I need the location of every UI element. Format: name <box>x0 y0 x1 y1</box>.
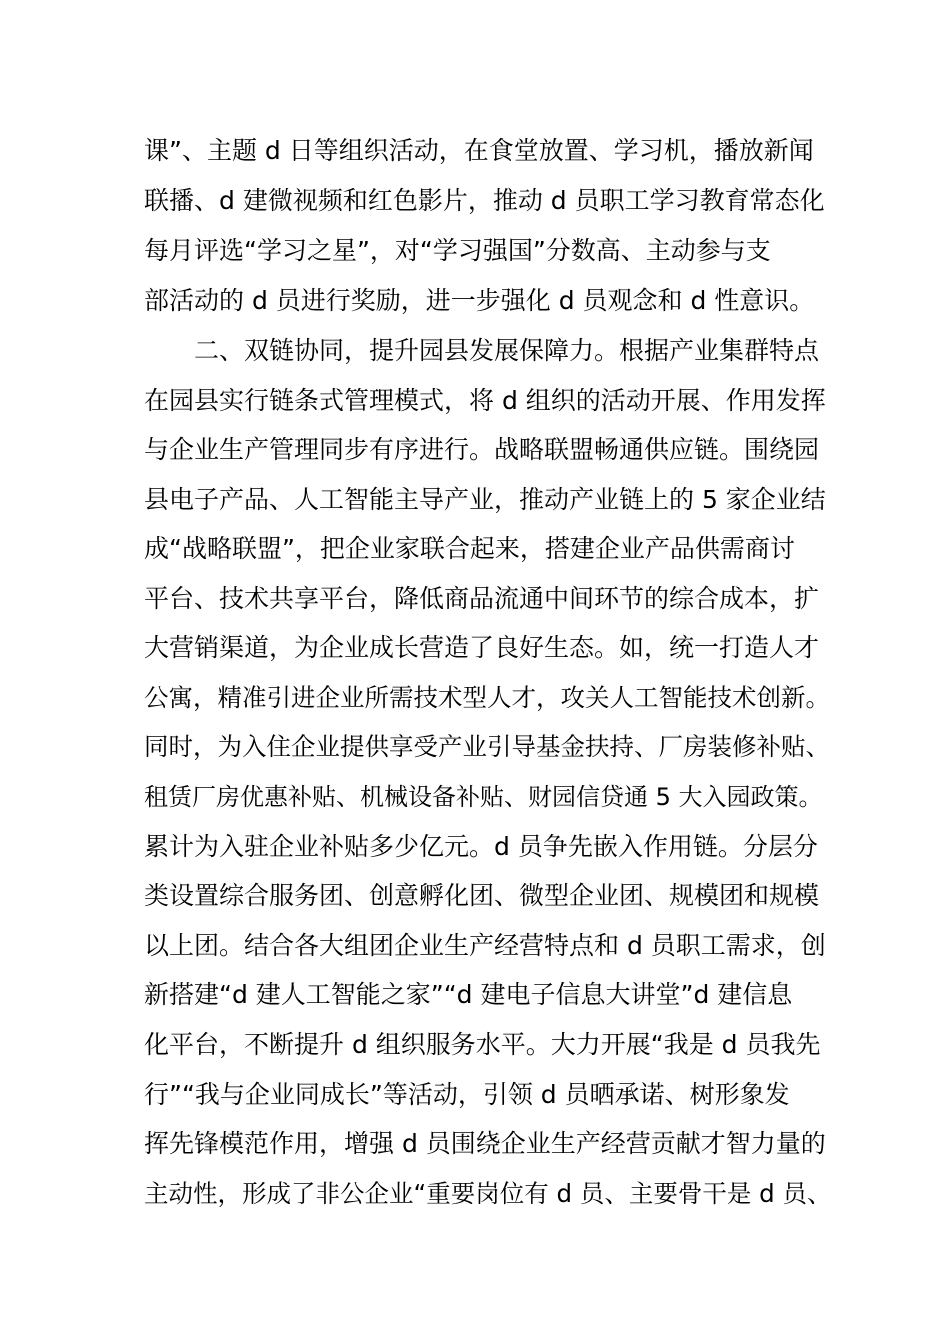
text-line: 大营销渠道，为企业成长营造了良好生态。如，统一打造人才 <box>144 633 820 662</box>
text-line: 化平台，不断提升 d 组织服务水平。大力开展“我是 d 员我先 <box>144 1030 821 1059</box>
text-line: 成“战略联盟”，把企业家联合起来，搭建企业产品供需商讨 <box>144 534 795 563</box>
section-heading-line: 二、双链协同，提升园县发展保障力。根据产业集群特点 <box>144 336 820 365</box>
text-line: 挥先锋模范作用，增强 d 员围绕企业生产经营贡献才智力量的 <box>144 1129 826 1158</box>
text-line: 平台、技术共享平台，降低商品流通中间环节的综合成本，扩 <box>144 584 820 613</box>
text-line: 与企业生产管理同步有序进行。战略联盟畅通供应链。围绕园 <box>144 435 820 464</box>
text-line: 累计为入驻企业补贴多少亿元。d 员争先嵌入作用链。分层分 <box>144 832 818 861</box>
text-line: 新搭建“d 建人工智能之家”“d 建电子信息大讲堂”d 建信息 <box>144 980 793 1009</box>
text-line: 课”、主题 d 日等组织活动，在食堂放置、学习机，播放新闻 <box>144 136 814 165</box>
text-line: 主动性，形成了非公企业“重要岗位有 d 员、主要骨干是 d 员、 <box>144 1179 832 1208</box>
text-line: 在园县实行链条式管理模式，将 d 组织的活动开展、作用发挥 <box>144 386 826 415</box>
text-line: 公寓，精准引进企业所需技术型人才，攻关人工智能技术创新。 <box>144 683 830 712</box>
text-line: 类设置综合服务团、创意孵化团、微型企业团、规模团和规模 <box>144 881 820 910</box>
text-line: 联播、d 建微视频和红色影片，推动 d 员职工学习教育常态化 <box>144 186 825 215</box>
text-line: 每月评选“学习之星”，对“学习强国”分数高、主动参与支 <box>144 236 771 265</box>
text-line: 租赁厂房优惠补贴、机械设备补贴、财园信贷通 5 大入园政策。 <box>144 783 823 811</box>
text-line: 以上团。结合各大组团企业生产经营特点和 d 员职工需求，创 <box>144 931 826 960</box>
text-line: 部活动的 d 员进行奖励，进一步强化 d 员观念和 d 性意识。 <box>144 286 815 315</box>
text-line: 行”“我与企业同成长”等活动，引领 d 员晒承诺、树形象发 <box>144 1080 790 1109</box>
text-line: 同时，为入住企业提供享受产业引导基金扶持、厂房装修补贴、 <box>144 732 830 761</box>
text-line: 县电子产品、人工智能主导产业，推动产业链上的 5 家企业结 <box>144 485 826 514</box>
